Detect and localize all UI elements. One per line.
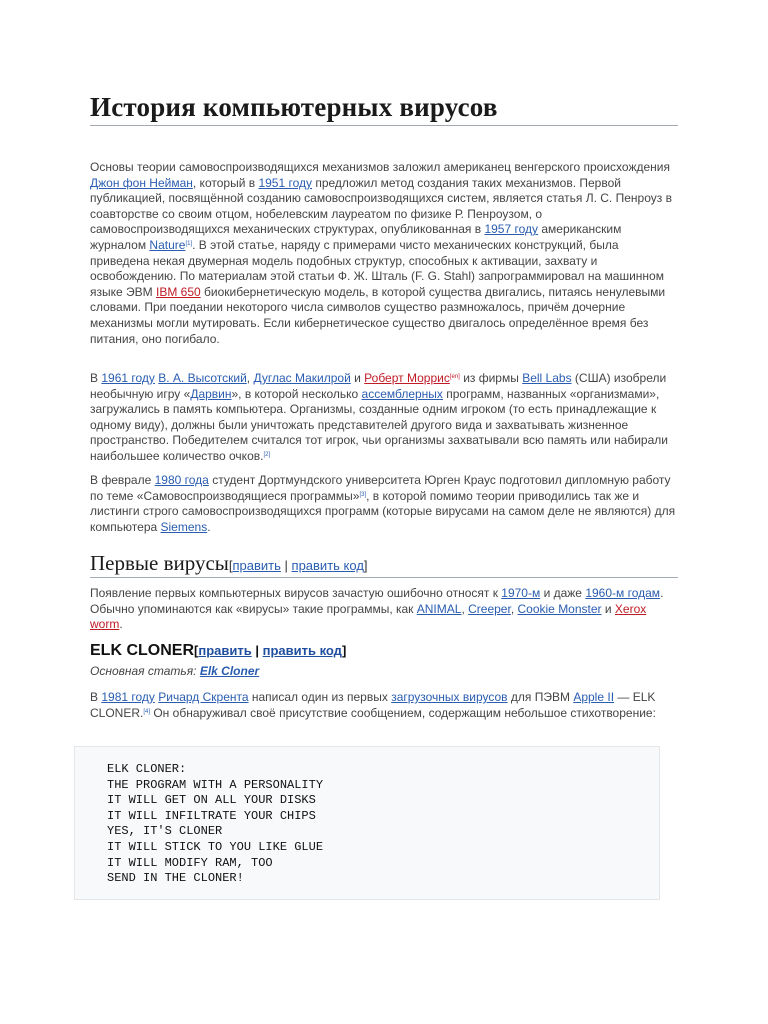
main-article-note: [90, 664, 259, 678]
text: Основы теории самовоспроизводящихся механизмов заложил американец венгерского происхождения: [90, 160, 670, 174]
link-1960s[interactable]: 1960-м годам: [585, 586, 661, 600]
separator: |: [251, 643, 263, 658]
link-creeper[interactable]: Creeper: [468, 601, 511, 616]
title-divider: [90, 125, 678, 126]
link-von-neumann[interactable]: Джон фон Нейман: [90, 175, 193, 190]
link-1961[interactable]: 1961 году: [101, 371, 155, 385]
text: .: [207, 519, 211, 534]
link-1970s[interactable]: 1970-м: [501, 586, 541, 600]
section-divider: [90, 577, 678, 578]
poem-line: SEND IN THE CLONER!: [107, 871, 244, 886]
text: , который в: [192, 175, 259, 190]
text: и: [350, 371, 365, 385]
link-xerox-worm[interactable]: Xerox worm: [90, 601, 647, 632]
kraus-paragraph: [90, 473, 678, 535]
text: и: [601, 601, 615, 616]
bracket: ]: [363, 558, 368, 573]
text: Появление первых компьютерных вирусов зачастую ошибочно относят к: [90, 586, 502, 600]
link-animal[interactable]: ANIMAL: [416, 601, 462, 616]
link-1980[interactable]: 1980 года: [154, 473, 209, 487]
text: Он обнаруживал своё присутствие сообщением, содержащим небольшое стихотворение:: [150, 705, 656, 720]
text: ,: [246, 371, 254, 385]
section-title: Первые вирусы: [90, 551, 229, 575]
darwin-paragraph: [90, 371, 678, 465]
bracket: [: [228, 558, 233, 573]
text: программ, названных «организмами», загружались в память компьютера. Организмы, созданные одним игроком (то есть принадлежащие к одному виду), должны были уничтожать представителей другого вида и захватывать жизненное пространство. Победителем считался тот игрок, чьи организмы захватывали всю память или набирали наибольшее количество очков.: [90, 386, 668, 463]
poem-line: IT WILL STICK TO YOU LIKE GLUE: [107, 839, 324, 854]
text: .: [119, 617, 123, 632]
text: биокибернетическую модель, в которой существа двигались, питаясь ненулевыми словами. При поедании некоторого числа символов существо размножалось, причём дочерние механизмы могли мутировать. Если кибернетическое существо двигалось определённое время без питания, оно погибало.: [90, 284, 666, 346]
poem-line: IT WILL GET ON ALL YOUR DISKS: [107, 793, 316, 808]
elk-cloner-paragraph: [90, 690, 678, 721]
footnote-en[interactable]: [en]: [449, 374, 460, 380]
page-title: История компьютерных вирусов: [90, 92, 498, 122]
intro-paragraph: [90, 160, 678, 347]
link-1957[interactable]: 1957 году: [484, 222, 539, 237]
text: ,: [510, 601, 518, 616]
section-edit-links: [194, 643, 346, 658]
separator: |: [280, 558, 292, 573]
text: , в которой помимо теории приводились так же и листинги строго самовоспроизводящихся программ (которые вирусами на самом деле не являются) для компьютера: [90, 488, 676, 534]
text: В: [90, 371, 102, 385]
text: (США) изобрели необычную игру «: [90, 371, 667, 401]
bracket: ]: [341, 643, 347, 658]
link-nature[interactable]: Nature: [149, 237, 186, 252]
link-vysotsky[interactable]: В. А. Высотский: [158, 371, 247, 385]
poem-line: ELK CLONER:: [107, 762, 187, 776]
bracket: [: [194, 643, 199, 658]
link-1981[interactable]: 1981 году: [101, 690, 155, 704]
poem-line: IT WILL INFILTRATE YOUR CHIPS: [107, 808, 316, 823]
link-cookie-monster[interactable]: Cookie Monster: [517, 601, 602, 616]
section-heading-first-viruses: [90, 551, 368, 576]
section-title: ELK CLONER: [90, 642, 194, 659]
edit-code-link[interactable]: править код: [291, 558, 364, 573]
main-article-label: Основная статья:: [90, 664, 200, 678]
text: . В этой статье, наряду с примерами чисто механических конструкций, была приведена некая двумерная модель подобных структур, способных к активации, захвату и освобождению. По материалам этой статьи Ф. Ж. Шталь (F. G. Stahl) запрограммировал на машинном языке ЭВМ: [90, 237, 664, 299]
edit-link[interactable]: править: [198, 643, 252, 658]
link-morris[interactable]: Роберт Моррис: [364, 371, 450, 385]
poem-line: YES, IT'S CLONER: [107, 824, 223, 839]
text: », в которой несколько: [231, 386, 362, 401]
link-apple-ii[interactable]: Apple II: [573, 690, 615, 704]
footnote-2[interactable]: [2]: [263, 451, 271, 458]
edit-link[interactable]: править: [232, 558, 281, 573]
link-bell-labs[interactable]: Bell Labs: [522, 371, 572, 385]
first-viruses-paragraph: [90, 586, 678, 633]
section-heading-elk-cloner: [90, 642, 346, 660]
link-assembler[interactable]: ассемблерных: [361, 386, 443, 401]
text: для ПЭВМ: [507, 690, 574, 704]
footnote-1[interactable]: [1]: [185, 240, 193, 247]
footnote-4[interactable]: [4]: [143, 708, 151, 715]
text: из фирмы: [459, 371, 523, 385]
footnote-3[interactable]: [3]: [359, 491, 367, 498]
text: предложил метод создания таких механизмов. Первой публикацией, посвящённой созданию самовоспроизводящихся систем, является статья Л. С. Пенроуз в соавторстве со своим отцом, нобелевским лауреатом по физике Р. Пенроузом, о самовоспроизводящихся механических структурах, опубликованная в: [90, 175, 672, 237]
text: ,: [461, 601, 469, 616]
text: и даже: [540, 586, 586, 600]
link-1951[interactable]: 1951 году: [258, 175, 312, 190]
poem-code-block: [74, 746, 660, 900]
link-boot-viruses[interactable]: загрузочных вирусов: [391, 690, 508, 704]
link-mcilroy[interactable]: Дуглас Макилрой: [253, 371, 351, 385]
link-skrenta[interactable]: Ричард Скрента: [158, 690, 249, 704]
section-edit-links: [229, 558, 368, 573]
text: написал один из первых: [248, 690, 392, 704]
link-ibm-650[interactable]: IBM 650: [155, 284, 201, 299]
text: студент Дортмундского университета Юрген Краус подготовил дипломную работу по теме «Самовоспроизводящиеся программы»: [90, 473, 671, 503]
text: американским журналом: [90, 222, 622, 252]
main-article-link[interactable]: Elk Cloner: [199, 664, 260, 678]
poem-line: IT WILL MODIFY RAM, TOO: [107, 855, 273, 870]
link-darwin[interactable]: Дарвин: [190, 386, 232, 401]
text: В феврале: [90, 473, 155, 487]
poem-line: THE PROGRAM WITH A PERSONALITY: [107, 777, 324, 792]
text: В: [90, 690, 102, 704]
link-siemens[interactable]: Siemens: [160, 519, 208, 534]
edit-code-link[interactable]: править код: [262, 643, 342, 658]
text: . Обычно упоминаются как «вирусы» такие программы, как: [90, 586, 664, 616]
text: — ELK CLONER.: [90, 690, 656, 720]
